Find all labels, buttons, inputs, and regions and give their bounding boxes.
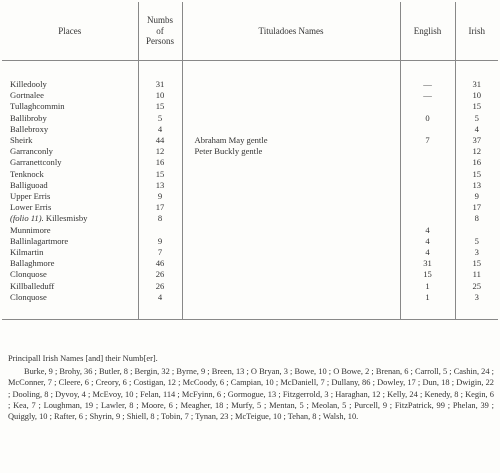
place-cell: Garranettconly (10, 157, 62, 168)
table-row (2, 180, 498, 191)
tituladoes-cell (182, 113, 400, 124)
folio-note: (folio 11). (10, 213, 44, 224)
place-cell: Clonquose (2, 292, 138, 320)
irish-names-list: Burke, 9 ; Brohy, 36 ; Butler, 8 ; Bergin, 32 ; Byrne, 9 ; Breen, 13 ; O Bryan, 3 ; Bowe, 10 ; O Bowe, 2 ; Brenan, 6 ; Carroll, 5 ; Cashin, 24 ; McConner, 7 ; Cleere, 6 ; Creory, 6 ; Costigan, 12 ; McCoody, 6 ; Campian, 10 ; McDaniell, 7 ; Dullany, 86 ; Dowley, 17 ; Dun, 18 ; Dwigin, 22 ; Dooling, 8 ; Dyvoy, 4 ; McEvoy, 10 ; Felan, 114 ; McFyinn, 6 ; Gormogue, 13 ; Fitzgerrold, 3 ; Haraghan, 12 ; Kelly, 24 ; Kenedy, 8 ; Kegin, 6 ; Kea, 7 ; Loughman, 19 ; Lawler, 8 ; Moore, 6 ; Meagher, 18 ; Murfy, 5 ; Mentan, 5 ; Meolan, 5 ; Purcell, 9 ; FitzPatrick, 99 ; Phelan, 39 ; Quiggly, 10 ; Rafter, 6 ; Shyrin, 9 ; Shiell, 8 ; Tobin, 7 ; Tynan, 23 ; McTeigue, 10 ; Tehan, 8 ; Walsh, 10. (8, 367, 494, 422)
table-row (2, 157, 498, 168)
irish-cell: 13 (455, 180, 498, 191)
english-cell (400, 180, 455, 191)
irish-cell: 31 (455, 61, 498, 91)
tituladoes-cell (182, 236, 400, 247)
irish-cell: 4 (455, 124, 498, 135)
place-cell: Upper Erris (10, 191, 51, 202)
english-cell: 4 (400, 225, 455, 236)
persons-cell: 4 (138, 292, 182, 320)
header-irish: Irish (455, 2, 498, 61)
persons-cell: 17 (138, 202, 182, 213)
english-cell (400, 101, 455, 112)
table-row (2, 269, 498, 280)
place-cell: Balliguoad (10, 179, 48, 190)
table-row (2, 113, 498, 124)
irish-cell: 10 (455, 90, 498, 101)
table-row (2, 61, 498, 91)
tituladoes-cell (182, 61, 400, 91)
place-cell: Ballaghmore (10, 258, 55, 269)
english-cell: — (400, 61, 455, 91)
irish-cell: 12 (455, 146, 498, 157)
tituladoes-cell (182, 191, 400, 202)
persons-cell: 26 (138, 269, 182, 280)
table-row (2, 292, 498, 320)
place-cell: Ballebroxy (10, 123, 49, 134)
english-cell: 7 (400, 135, 455, 146)
table-row (2, 146, 498, 157)
tituladoes-cell (182, 281, 400, 292)
irish-cell: 17 (455, 202, 498, 213)
tituladoes-cell: Peter Buckly gentle (182, 146, 400, 157)
tituladoes-cell (182, 124, 400, 135)
english-cell (400, 191, 455, 202)
irish-cell (455, 225, 498, 236)
persons-cell: 4 (138, 124, 182, 135)
place-cell: Lower Erris (10, 202, 52, 213)
table-row (2, 281, 498, 292)
tituladoes-cell (182, 101, 400, 112)
place-cell: Tenknock (10, 168, 44, 179)
persons-cell: 9 (138, 191, 182, 202)
irish-names-section (8, 353, 494, 422)
persons-cell: 10 (138, 90, 182, 101)
persons-cell: 44 (138, 135, 182, 146)
place-cell: Kilmartin (10, 247, 44, 258)
table-row (2, 225, 498, 236)
persons-cell: 16 (138, 157, 182, 168)
english-cell (400, 124, 455, 135)
place-cell: Killedooly (10, 79, 47, 89)
english-cell: 4 (400, 247, 455, 258)
tituladoes-cell (182, 247, 400, 258)
persons-cell: 9 (138, 236, 182, 247)
place-label: Killesmisby (45, 213, 88, 224)
place-cell: Killballeduff (10, 280, 55, 291)
table-row (2, 258, 498, 269)
english-cell: — (400, 90, 455, 101)
table-row (2, 169, 498, 180)
english-cell: 4 (400, 236, 455, 247)
persons-cell: 26 (138, 281, 182, 292)
table-row (2, 135, 498, 146)
persons-cell (138, 225, 182, 236)
table-row (2, 191, 498, 202)
tituladoes-cell (182, 202, 400, 213)
place-cell: Tullaghcommin (10, 101, 65, 112)
irish-cell: 8 (455, 213, 498, 224)
english-cell (400, 146, 455, 157)
tituladoes-cell (182, 258, 400, 269)
header-tituladoes: Tituladoes Names (182, 2, 400, 61)
table-row (2, 236, 498, 247)
place-cell: Sheirk (10, 135, 33, 146)
place-cell (2, 213, 138, 224)
tituladoes-cell (182, 225, 400, 236)
persons-cell: 7 (138, 247, 182, 258)
english-cell (400, 202, 455, 213)
irish-cell: 37 (455, 135, 498, 146)
english-cell: 15 (400, 269, 455, 280)
table-row (2, 90, 498, 101)
irish-cell: 16 (455, 157, 498, 168)
english-cell (400, 169, 455, 180)
irish-cell: 3 (455, 292, 498, 320)
table-row (2, 101, 498, 112)
irish-cell: 15 (455, 169, 498, 180)
tituladoes-cell (182, 90, 400, 101)
irish-cell: 3 (455, 247, 498, 258)
irish-cell: 15 (455, 258, 498, 269)
english-cell: 0 (400, 113, 455, 124)
place-cell: Clonquose (10, 269, 47, 280)
persons-cell: 15 (138, 169, 182, 180)
persons-cell: 5 (138, 113, 182, 124)
place-cell: Ballinlagartmore (10, 235, 69, 246)
english-cell: 1 (400, 281, 455, 292)
place-cell: Gortnalee (10, 90, 44, 101)
english-cell (400, 213, 455, 224)
header-english: English (400, 2, 455, 61)
table-row (2, 202, 498, 213)
header-numbers: Numbs of Persons (138, 2, 182, 61)
table-row (2, 213, 498, 224)
persons-cell: 8 (138, 213, 182, 224)
irish-cell: 25 (455, 281, 498, 292)
tituladoes-cell (182, 213, 400, 224)
tituladoes-cell (182, 180, 400, 191)
tituladoes-cell: Abraham May gentle (182, 135, 400, 146)
tituladoes-cell (182, 157, 400, 168)
persons-cell: 12 (138, 146, 182, 157)
irish-cell: 15 (455, 101, 498, 112)
tituladoes-cell (182, 169, 400, 180)
census-table (2, 2, 498, 320)
place-cell: Ballibroby (10, 112, 47, 123)
persons-cell: 31 (138, 61, 182, 91)
header-places: Places (2, 2, 138, 61)
english-cell: 31 (400, 258, 455, 269)
english-cell: 1 (400, 292, 455, 320)
tituladoes-cell (182, 292, 400, 320)
tituladoes-cell (182, 269, 400, 280)
persons-cell: 13 (138, 180, 182, 191)
irish-cell: 11 (455, 269, 498, 280)
persons-cell: 46 (138, 258, 182, 269)
irish-names-heading: Principall Irish Names [and] their Numb[er]. (8, 354, 158, 363)
table-row (2, 124, 498, 135)
irish-cell: 5 (455, 236, 498, 247)
persons-cell: 15 (138, 101, 182, 112)
irish-cell: 5 (455, 113, 498, 124)
irish-cell: 9 (455, 191, 498, 202)
english-cell (400, 157, 455, 168)
table-row (2, 247, 498, 258)
place-cell: Munnimore (10, 224, 51, 235)
table-header-row (2, 2, 498, 61)
place-cell: Garranconly (10, 146, 53, 157)
